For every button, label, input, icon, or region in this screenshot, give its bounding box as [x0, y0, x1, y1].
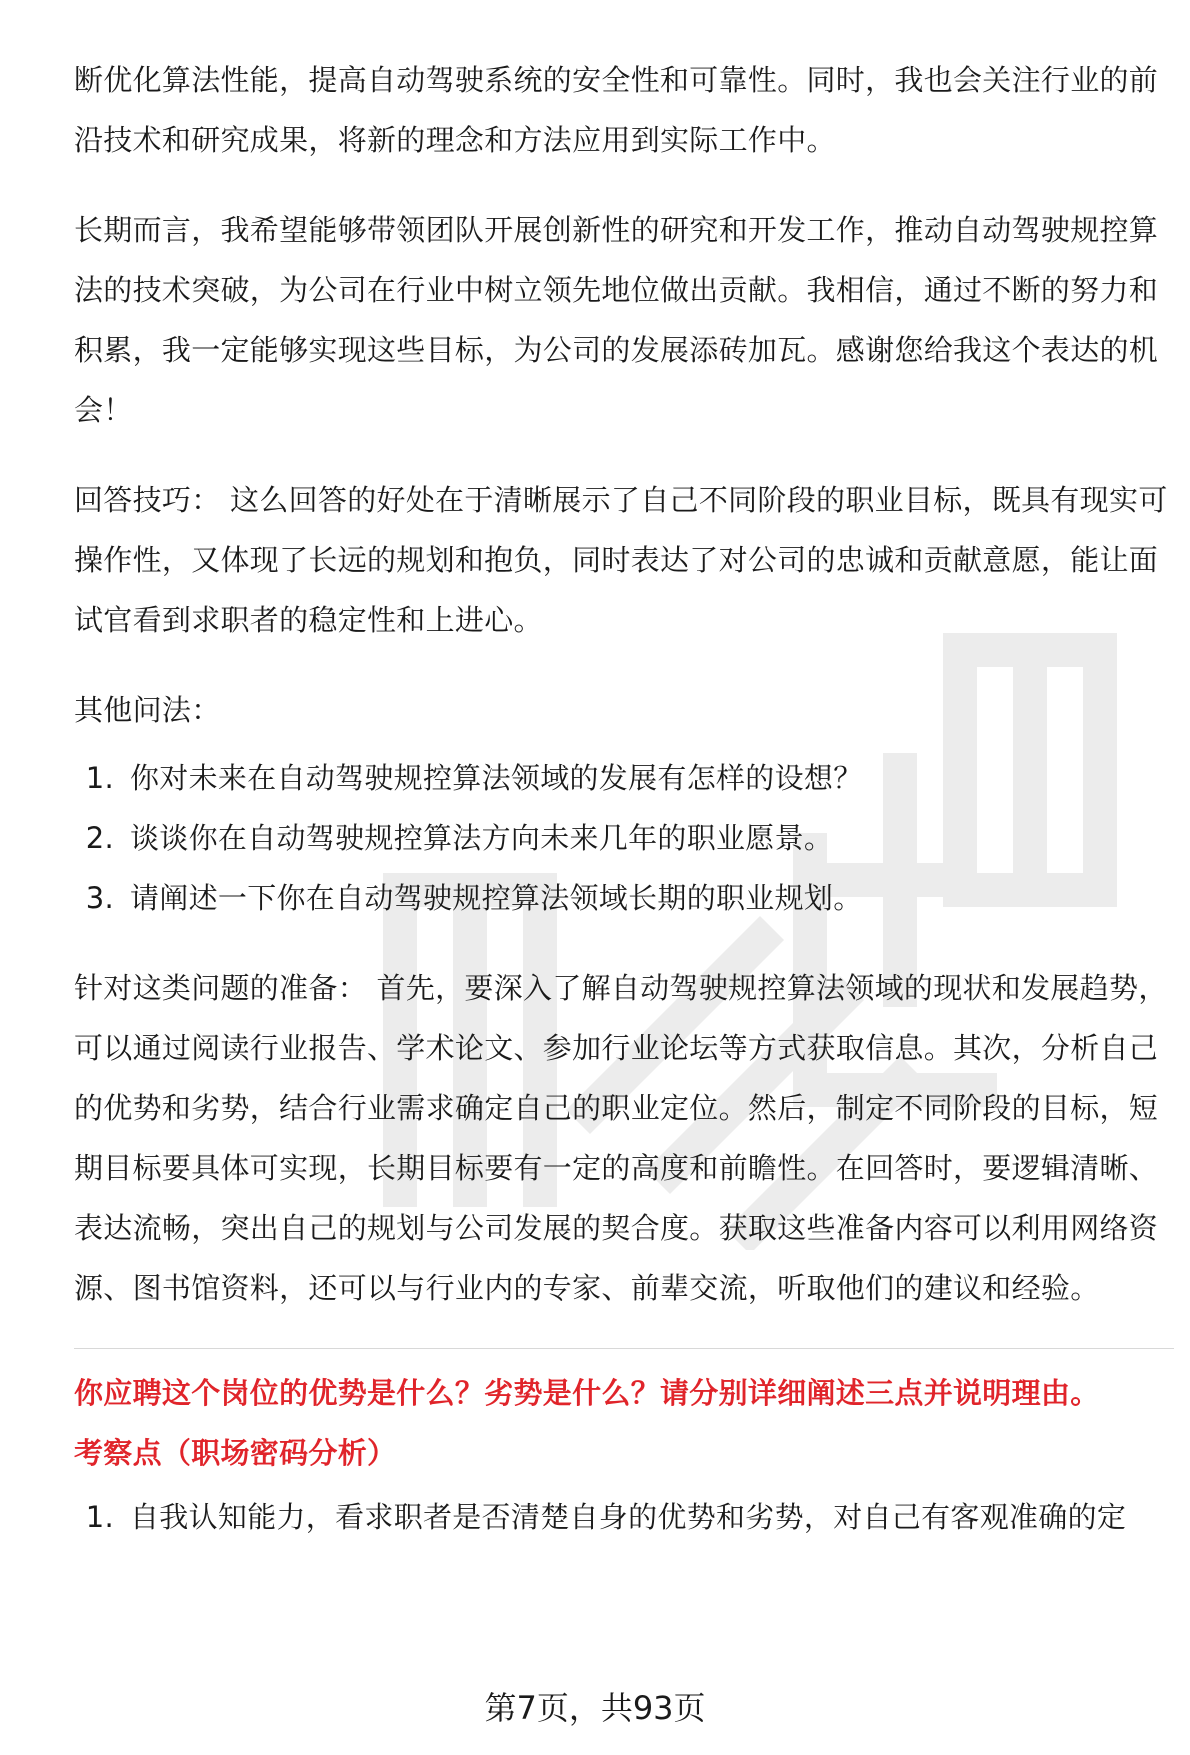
- question-title: 你应聘这个岗位的优势是什么？劣势是什么？请分别详细阐述三点并说明理由。: [74, 1376, 1100, 1410]
- paragraph-answer-tips: 回答技巧： 这么回答的好处在于清晰展示了自己不同阶段的职业目标，既具有现实可操作性，又体现了长远的规划和抱负，同时表达了对公司的忠诚和贡献意愿，能让面试官看到求职者的稳定性和上进心。: [74, 483, 1168, 637]
- list-item: [74, 748, 1174, 808]
- list-text: 请阐述一下你在自动驾驶规控算法领域长期的职业规划。: [130, 881, 863, 915]
- section-divider: [74, 1348, 1174, 1349]
- list-item: [74, 868, 1174, 928]
- list-number: 2.: [85, 821, 114, 855]
- list-number: 1.: [85, 761, 114, 795]
- list-item: [74, 808, 1174, 868]
- list-text: 自我认知能力，看求职者是否清楚自身的优势和劣势，对自己有客观准确的定: [130, 1500, 1127, 1534]
- list-number: 3.: [85, 881, 114, 915]
- question-subtitle: 考察点（职场密码分析）: [74, 1436, 397, 1470]
- list-text: 你对未来在自动驾驶规控算法领域的发展有怎样的设想？: [130, 761, 863, 795]
- other-questions-list: [74, 748, 1174, 928]
- paragraph-continued: 断优化算法性能，提高自动驾驶系统的安全性和可靠性。同时，我也会关注行业的前沿技术和研究成果，将新的理念和方法应用到实际工作中。: [74, 63, 1159, 157]
- page-number: 第7页，共93页: [484, 1689, 706, 1727]
- paragraph-preparation: 针对这类问题的准备： 首先，要深入了解自动驾驶规控算法领域的现状和发展趋势，可以通过阅读行业报告、学术论文、参加行业论坛等方式获取信息。其次，分析自己的优势和劣势，结合行业需求确定自己的职业定位。然后，制定不同阶段的目标，短期目标要具体可实现，长期目标要有一定的高度和前瞻性。在回答时，要逻辑清晰、表达流畅，突出自己的规划与公司发展的契合度。获取这些准备内容可以利用网络资源、图书馆资料，还可以与行业内的专家、前辈交流，听取他们的建议和经验。: [74, 971, 1168, 1305]
- list-number: 1.: [85, 1500, 114, 1534]
- other-questions-label: 其他问法：: [74, 693, 221, 727]
- list-text: 谈谈你在自动驾驶规控算法方向未来几年的职业愿景。: [130, 821, 834, 855]
- paragraph-long-term: 长期而言，我希望能够带领团队开展创新性的研究和开发工作，推动自动驾驶规控算法的技术突破，为公司在行业中树立领先地位做出贡献。我相信，通过不断的努力和积累，我一定能够实现这些目标，为公司的发展添砖加瓦。感谢您给我这个表达的机会！: [74, 213, 1159, 427]
- document-body: [74, 50, 1174, 1577]
- list-item: [74, 1487, 1174, 1547]
- assessment-points-list: [74, 1487, 1174, 1547]
